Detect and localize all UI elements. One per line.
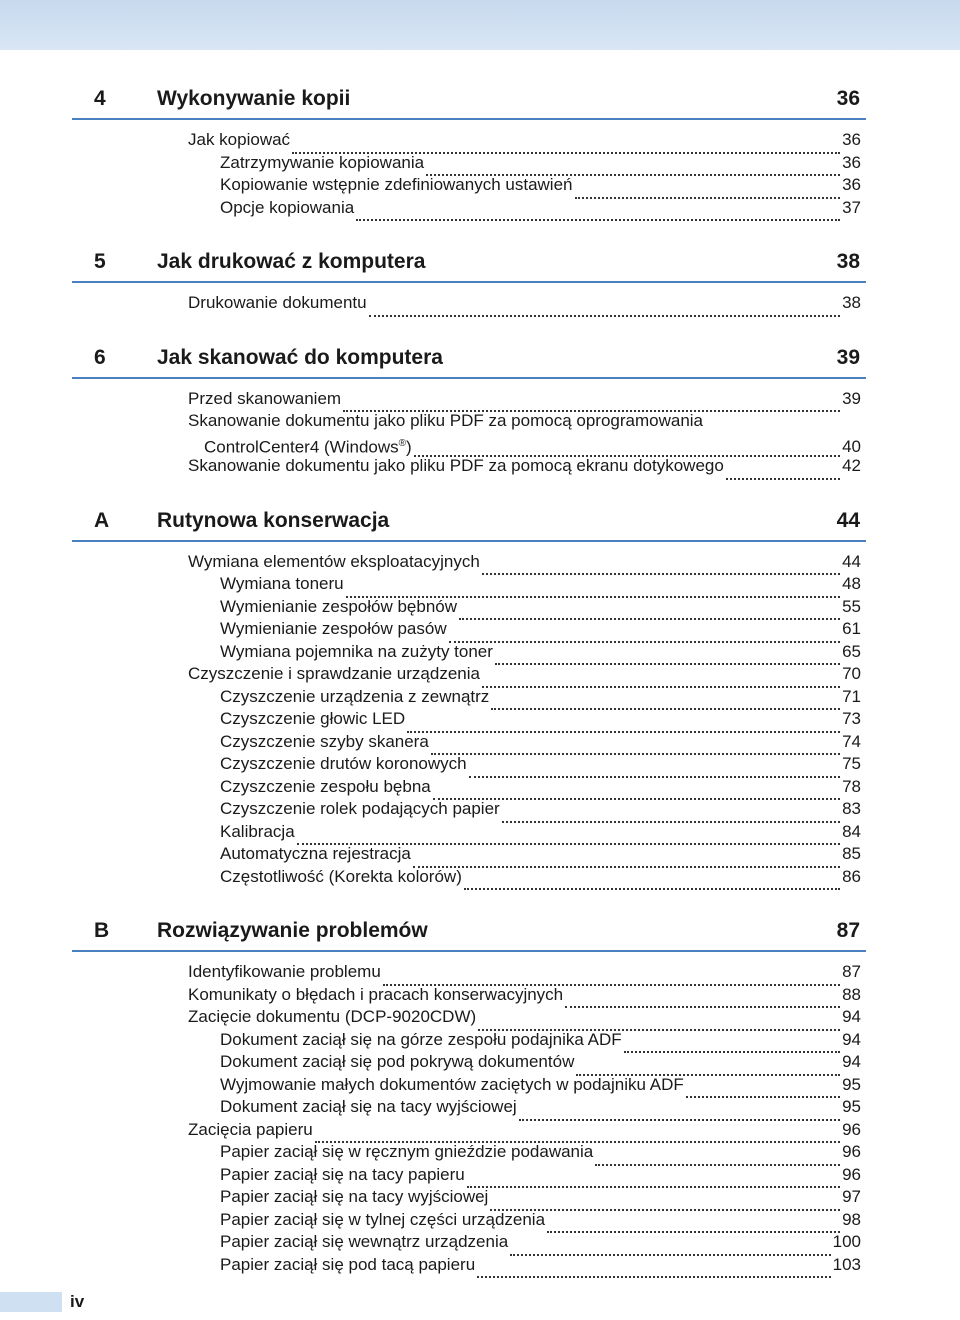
toc-entry-page: 48 bbox=[842, 574, 861, 593]
toc-entry[interactable] bbox=[188, 961, 861, 984]
toc-entry[interactable] bbox=[220, 641, 861, 664]
dot-leader bbox=[383, 961, 840, 986]
chapter-entries bbox=[0, 120, 960, 219]
toc-entry[interactable] bbox=[220, 1231, 861, 1254]
toc-entry[interactable] bbox=[220, 1186, 861, 1209]
chapter-page-number: 87 bbox=[836, 919, 860, 942]
toc-entry[interactable] bbox=[220, 1029, 861, 1052]
toc-entry[interactable] bbox=[220, 753, 861, 776]
footer-page-number: iv bbox=[70, 1292, 85, 1311]
dot-leader bbox=[467, 1164, 840, 1189]
toc-entry-page: 95 bbox=[842, 1097, 861, 1116]
chapter-title: Rutynowa konserwacja bbox=[157, 508, 390, 532]
toc-entry-label: Czyszczenie drutów koronowych bbox=[220, 754, 467, 773]
dot-leader bbox=[565, 984, 840, 1009]
toc-entry[interactable] bbox=[220, 821, 861, 844]
chapter-spacer bbox=[0, 315, 960, 339]
registered-mark: ® bbox=[398, 437, 407, 449]
toc-entry-label: Papier zaciął się wewnątrz urządzenia bbox=[220, 1232, 509, 1251]
dot-leader bbox=[495, 641, 840, 666]
dot-leader bbox=[491, 686, 840, 711]
toc-entry-label: Papier zaciął się w ręcznym gnieździe podawania bbox=[220, 1142, 594, 1161]
dot-leader bbox=[315, 1119, 840, 1144]
dot-leader bbox=[686, 1074, 840, 1099]
dot-leader bbox=[343, 388, 840, 413]
toc-entry-page: 96 bbox=[842, 1142, 861, 1161]
toc-entry-page: 96 bbox=[842, 1164, 861, 1184]
toc-entry-page: 97 bbox=[842, 1187, 861, 1206]
toc-entry-label: Identyfikowanie problemu bbox=[188, 962, 381, 981]
chapter-page-number: 44 bbox=[836, 508, 860, 532]
toc-entry-page: 75 bbox=[842, 754, 861, 773]
chapter-spacer bbox=[0, 478, 960, 502]
dot-leader bbox=[477, 1254, 830, 1279]
toc-entry[interactable] bbox=[204, 433, 861, 456]
chapter-spacer bbox=[0, 219, 960, 243]
dot-leader bbox=[469, 753, 840, 778]
toc-entry-label: Zacięcia papieru bbox=[188, 1119, 313, 1139]
footer-bar bbox=[0, 1292, 62, 1312]
toc-chapter bbox=[0, 912, 960, 1300]
dot-leader bbox=[433, 776, 840, 801]
toc-entry-page: 65 bbox=[842, 641, 861, 661]
toc-entry[interactable] bbox=[188, 388, 861, 411]
toc-entry-label[interactable]: Skanowanie dokumentu jako pliku PDF za pomocą oprogramowania bbox=[188, 411, 704, 430]
toc-entry[interactable] bbox=[220, 152, 861, 175]
toc-entry-page: 96 bbox=[842, 1119, 861, 1139]
toc-entry-page: 36 bbox=[842, 130, 861, 149]
dot-leader bbox=[482, 551, 840, 576]
chapter-number: 5 bbox=[94, 250, 106, 273]
dot-leader bbox=[449, 618, 840, 643]
toc-entry[interactable] bbox=[220, 573, 861, 596]
toc-entry-page: 87 bbox=[842, 962, 861, 981]
toc-entry-label: Wymiana elementów eksploatacyjnych bbox=[188, 551, 480, 571]
dot-leader bbox=[459, 596, 840, 621]
toc-entry[interactable] bbox=[220, 1074, 861, 1097]
toc-entry-label: Kalibracja bbox=[220, 821, 295, 841]
toc-entry[interactable] bbox=[220, 776, 861, 799]
toc-entry-page: 86 bbox=[842, 866, 861, 886]
dot-leader bbox=[576, 1051, 840, 1076]
toc-entry-label: Dokument zaciął się pod pokrywą dokumentów bbox=[220, 1052, 575, 1071]
toc-entry[interactable] bbox=[220, 1141, 861, 1164]
toc-entry-label: Zatrzymywanie kopiowania bbox=[220, 152, 425, 172]
dot-leader bbox=[726, 455, 840, 480]
toc-entry-label: Czyszczenie szyby skanera bbox=[220, 731, 429, 751]
continuation-text: ControlCenter4 (Windows bbox=[204, 437, 399, 457]
dot-leader bbox=[407, 708, 840, 733]
toc-entry[interactable] bbox=[188, 455, 861, 478]
toc-entry-label: Papier zaciął się na tacy wyjściowej bbox=[220, 1187, 489, 1206]
dot-leader bbox=[356, 197, 840, 222]
toc-entry-page: 38 bbox=[842, 293, 861, 312]
toc-entry-label: Wymiana toneru bbox=[220, 574, 344, 593]
toc-entry[interactable] bbox=[220, 1209, 861, 1232]
toc-entry-page: 84 bbox=[842, 821, 861, 841]
toc-entry-page: 78 bbox=[842, 776, 861, 796]
toc-entry-label: Papier zaciął się na tacy papieru bbox=[220, 1164, 465, 1184]
toc-entry[interactable] bbox=[220, 686, 861, 709]
toc-entry-page: 73 bbox=[842, 709, 861, 728]
toc-entry[interactable] bbox=[188, 292, 861, 315]
toc-entry-page: 94 bbox=[842, 1029, 861, 1049]
toc-entry[interactable] bbox=[220, 866, 861, 889]
toc-entry-page: 37 bbox=[842, 197, 861, 217]
toc-entry-label: Jak kopiować bbox=[188, 130, 291, 149]
chapter-spacer bbox=[0, 1276, 960, 1300]
toc-entry-label: Częstotliwość (Korekta kolorów) bbox=[220, 866, 462, 886]
table-of-contents bbox=[0, 80, 960, 1300]
toc-entry-page: 98 bbox=[842, 1209, 861, 1229]
toc-entry-label: Zacięcie dokumentu (DCP-9020CDW) bbox=[188, 1007, 477, 1026]
chapter-entries bbox=[0, 952, 960, 1276]
toc-entry-label: Dokument zaciął się na tacy wyjściowej bbox=[220, 1097, 517, 1116]
toc-entry[interactable] bbox=[220, 197, 861, 220]
toc-entry-page: 36 bbox=[842, 152, 861, 172]
dot-leader bbox=[413, 843, 840, 868]
toc-entry-label: Papier zaciął się w tylnej części urządzenia bbox=[220, 1209, 546, 1229]
toc-entry-label: Papier zaciął się pod tacą papieru bbox=[220, 1254, 476, 1274]
chapter-number: B bbox=[94, 919, 110, 942]
chapter-page-number: 36 bbox=[836, 87, 860, 110]
toc-entry-label: Drukowanie dokumentu bbox=[188, 293, 367, 312]
dot-leader bbox=[478, 1006, 840, 1031]
toc-entry[interactable] bbox=[220, 596, 861, 619]
toc-entry[interactable] bbox=[188, 1006, 861, 1029]
toc-entry-label: Czyszczenie urządzenia z zewnątrz bbox=[220, 686, 490, 706]
toc-entry[interactable] bbox=[220, 798, 861, 821]
continuation-tail: ) bbox=[406, 437, 412, 457]
dot-leader bbox=[490, 1186, 840, 1211]
toc-entry[interactable] bbox=[220, 731, 861, 754]
toc-entry-page: 85 bbox=[842, 844, 861, 863]
toc-entry-page: 74 bbox=[842, 731, 861, 751]
toc-entry[interactable] bbox=[220, 1051, 861, 1074]
toc-entry-page: 42 bbox=[842, 456, 861, 475]
dot-leader bbox=[624, 1029, 840, 1054]
chapter-title: Jak skanować do komputera bbox=[157, 345, 443, 369]
chapter-page-number: 39 bbox=[836, 345, 860, 369]
toc-entry-page: 71 bbox=[842, 686, 861, 706]
dot-leader bbox=[426, 152, 840, 177]
chapter-page-number: 38 bbox=[836, 250, 860, 273]
chapter-spacer bbox=[0, 888, 960, 912]
dot-leader bbox=[369, 292, 840, 317]
dot-leader bbox=[502, 798, 840, 823]
toc-chapter bbox=[0, 339, 960, 502]
toc-entry[interactable] bbox=[188, 984, 861, 1007]
chapter-heading[interactable] bbox=[72, 502, 866, 542]
toc-entry-page: 103 bbox=[832, 1254, 861, 1274]
chapter-heading[interactable] bbox=[72, 339, 866, 379]
chapter-number: 4 bbox=[94, 87, 106, 110]
header-band bbox=[0, 0, 960, 50]
toc-entry-label: Opcje kopiowania bbox=[220, 197, 355, 217]
toc-entry[interactable] bbox=[188, 1119, 861, 1142]
toc-entry-page: 55 bbox=[842, 596, 861, 616]
toc-entry[interactable] bbox=[220, 1254, 861, 1277]
chapter-heading[interactable] bbox=[72, 243, 866, 283]
toc-entry-label: Czyszczenie zespołu bębna bbox=[220, 776, 431, 796]
toc-entry-page: 36 bbox=[842, 175, 861, 194]
toc-entry-label: Skanowanie dokumentu jako pliku PDF za pomocą ekranu dotykowego bbox=[188, 456, 724, 475]
chapter-entries bbox=[0, 283, 960, 315]
dot-leader bbox=[346, 573, 840, 598]
toc-chapter bbox=[0, 243, 960, 339]
toc-entry-page: 88 bbox=[842, 984, 861, 1004]
toc-entry-label: Przed skanowaniem bbox=[188, 388, 342, 408]
toc-entry-page: 83 bbox=[842, 799, 861, 818]
toc-entry-page: 39 bbox=[842, 388, 861, 408]
dot-leader bbox=[519, 1096, 840, 1121]
dot-leader bbox=[595, 1141, 840, 1166]
dot-leader bbox=[464, 866, 840, 891]
toc-entry-label: Komunikaty o błędach i pracach konserwacyjnych bbox=[188, 984, 564, 1004]
toc-entry[interactable] bbox=[220, 1096, 861, 1119]
dot-leader bbox=[414, 433, 840, 458]
dot-leader bbox=[292, 129, 840, 154]
chapter-title: Jak drukować z komputera bbox=[157, 250, 426, 273]
toc-entry-page: 94 bbox=[842, 1007, 861, 1026]
dot-leader bbox=[510, 1231, 830, 1256]
dot-leader bbox=[547, 1209, 840, 1234]
dot-leader bbox=[575, 174, 841, 199]
dot-leader bbox=[482, 663, 840, 688]
toc-entry-label: Automatyczna rejestracja bbox=[220, 844, 411, 863]
toc-entry[interactable] bbox=[220, 1164, 861, 1187]
toc-entry-label: Wymienianie zespołów bębnów bbox=[220, 596, 458, 616]
toc-entry-label: Kopiowanie wstępnie zdefiniowanych ustawień bbox=[220, 175, 573, 194]
toc-entry-label: Czyszczenie i sprawdzanie urządzenia bbox=[188, 664, 480, 683]
dot-leader bbox=[431, 731, 840, 756]
toc-entry-page: 61 bbox=[842, 619, 861, 638]
chapter-heading[interactable] bbox=[72, 912, 866, 952]
toc-entry-page: 40 bbox=[842, 437, 861, 457]
toc-entry-page: 44 bbox=[842, 551, 861, 571]
toc-entry-label: Czyszczenie rolek podających papier bbox=[220, 799, 500, 818]
toc-entry-label: Wyjmowanie małych dokumentów zaciętych w podajniku ADF bbox=[220, 1074, 684, 1094]
dot-leader bbox=[297, 821, 840, 846]
chapter-title: Rozwiązywanie problemów bbox=[157, 919, 428, 942]
chapter-entries bbox=[0, 379, 960, 478]
toc-chapter bbox=[0, 80, 960, 243]
chapter-number: 6 bbox=[94, 345, 106, 369]
chapter-number: A bbox=[94, 508, 110, 532]
toc-entry-page: 94 bbox=[842, 1052, 861, 1071]
toc-entry-label: Wymiana pojemnika na zużyty toner bbox=[220, 641, 493, 661]
toc-entry[interactable] bbox=[220, 708, 861, 731]
toc-entry-label: Czyszczenie głowic LED bbox=[220, 709, 406, 728]
toc-entry[interactable] bbox=[220, 843, 861, 866]
toc-entry-page: 100 bbox=[832, 1232, 861, 1251]
toc-entry[interactable] bbox=[188, 551, 861, 574]
toc-entry[interactable] bbox=[220, 618, 861, 641]
toc-entry-label: Wymienianie zespołów pasów bbox=[220, 619, 447, 638]
toc-chapter bbox=[0, 502, 960, 913]
toc-entry-page: 70 bbox=[842, 664, 861, 683]
chapter-title: Wykonywanie kopii bbox=[157, 87, 351, 110]
toc-entry-page: 95 bbox=[842, 1074, 861, 1094]
toc-entry-label: Dokument zaciął się na górze zespołu podajnika ADF bbox=[220, 1029, 622, 1049]
toc-entry[interactable] bbox=[188, 129, 861, 152]
toc-entry[interactable] bbox=[188, 663, 861, 686]
chapter-entries bbox=[0, 542, 960, 889]
chapter-heading[interactable] bbox=[72, 80, 866, 120]
toc-entry[interactable] bbox=[220, 174, 861, 197]
